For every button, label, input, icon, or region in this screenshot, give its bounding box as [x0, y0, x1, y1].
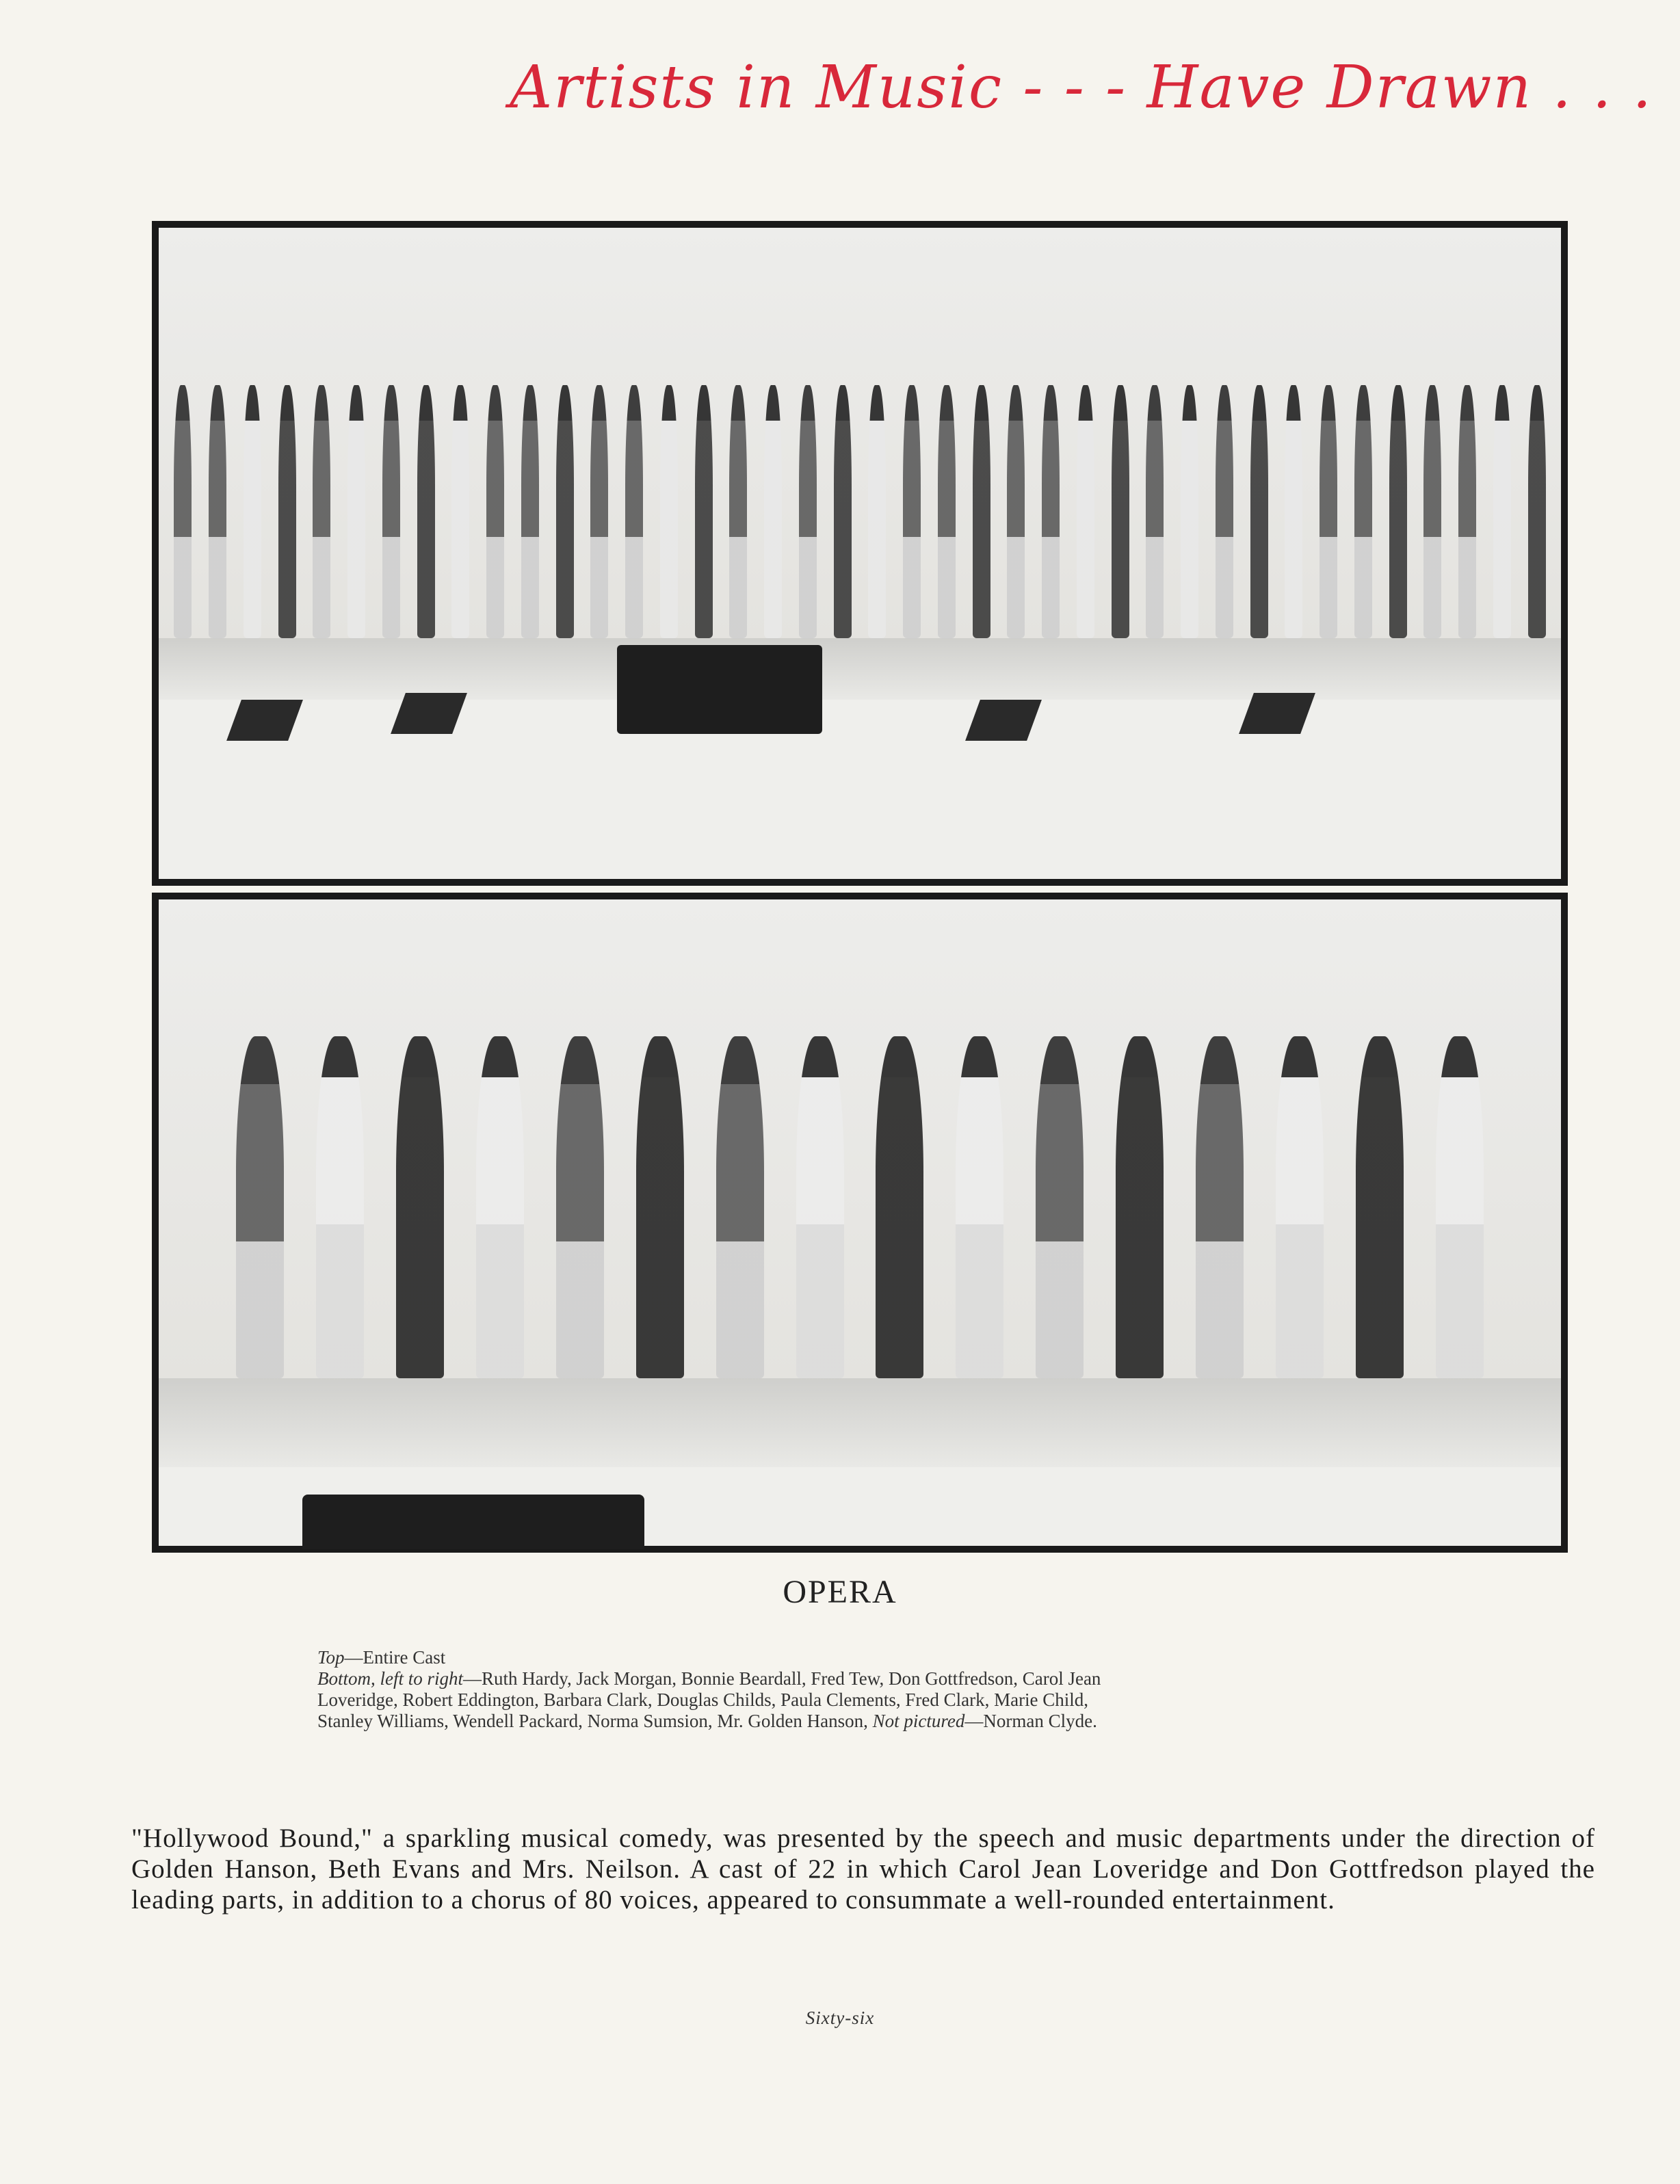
caption-bottom-label: Bottom, left to right [317, 1668, 463, 1689]
section-title: OPERA [783, 1574, 897, 1610]
caption-top-text: Entire Cast [363, 1647, 446, 1668]
photo-caption [317, 1647, 1419, 1732]
caption-not-pictured-name: Norman Clyde. [983, 1711, 1097, 1731]
caption-names-1: Ruth Hardy, Jack Morgan, Bonnie Beardall, Fred Tew, Don Gottfredson, Carol Jean [482, 1668, 1101, 1689]
caption-bottom-line: Bottom, left to right—Ruth Hardy, Jack Morgan, Bonnie Beardall, Fred Tew, Don Gottfredson, Carol Jean [317, 1668, 1101, 1689]
cast-crowd [159, 385, 1561, 638]
entire-cast-photo [152, 221, 1568, 886]
stage-floor [159, 1378, 1561, 1467]
stage-floor [159, 638, 1561, 700]
page-heading: Artists in Music - - - Have Drawn . . . [510, 53, 1653, 122]
orchestra-pit [159, 700, 1561, 879]
piano [302, 1495, 644, 1549]
caption-top-line: Top—Entire Cast [317, 1647, 446, 1668]
page-number: Sixty-six [805, 2008, 875, 2028]
body-paragraph: "Hollywood Bound," a sparkling musical comedy, was presented by the speech and music departments under the direction of Golden Hanson, Beth Evans and Mrs. Neilson. A cast of 22 in which Carol Jean Loveridge and Don Gottfredson played the leading parts, in addition to a chorus of 80 voices, appeared to consummate a well-rounded entertainment. [131, 1824, 1595, 1915]
caption-names-3: Stanley Williams, Wendell Packard, Norma Sumsion, Mr. Golden Hanson, [317, 1711, 868, 1731]
piano [617, 645, 822, 734]
caption-line-2: Loveridge, Robert Eddington, Barbara Clark, Douglas Childs, Paula Clements, Fred Clark, Marie Child, [317, 1689, 1089, 1710]
principal-cast-photo [152, 893, 1568, 1553]
caption-line-3: Stanley Williams, Wendell Packard, Norma Sumsion, Mr. Golden Hanson, Not pictured—Norman Clyde. [317, 1711, 1097, 1731]
principal-cast-row [159, 1036, 1561, 1378]
caption-top-label: Top [317, 1647, 345, 1668]
caption-not-pictured-label: Not pictured [872, 1711, 965, 1731]
